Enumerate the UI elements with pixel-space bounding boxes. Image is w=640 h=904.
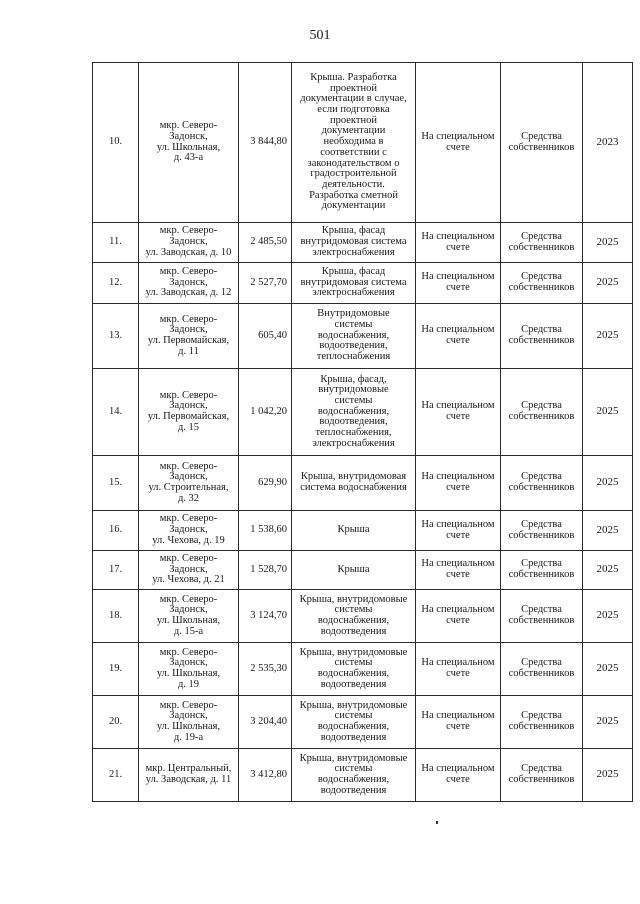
works-cell-text: Внутридомовые системы водоснабжения, водоотведения, теплоснабжения [316, 308, 391, 363]
year-cell-text: 2025 [596, 609, 619, 622]
year-cell [583, 590, 633, 643]
funding-source-cell [501, 369, 583, 456]
year-cell-text: 2025 [596, 563, 619, 576]
account-type-cell-text: На специальном счете [421, 324, 495, 346]
row-number-cell [93, 223, 139, 263]
row-number-cell-text: 17. [108, 563, 123, 575]
table-row [93, 643, 633, 696]
year-cell-text: 2025 [596, 662, 619, 675]
funding-source-cell-text: Средства собственников [508, 558, 575, 580]
works-cell-text: Крыша, фасад внутридомовая система электроснабжения [300, 265, 407, 299]
address-cell-text: мкр. Северо- Задонск, ул. Заводская, д. 10 [145, 225, 232, 258]
account-type-cell [416, 369, 501, 456]
row-number-cell [93, 456, 139, 511]
year-cell [583, 696, 633, 749]
account-type-cell [416, 456, 501, 511]
area-cell [239, 263, 292, 304]
address-cell-text: мкр. Северо- Задонск, ул. Чехова, д. 19 [152, 513, 225, 546]
funding-source-cell [501, 63, 583, 223]
address-cell [139, 369, 239, 456]
area-cell [239, 749, 292, 802]
funding-source-cell [501, 749, 583, 802]
table-row [93, 369, 633, 456]
address-cell [139, 643, 239, 696]
row-number-cell-text: 20. [108, 715, 123, 727]
account-type-cell [416, 511, 501, 551]
works-cell [292, 63, 416, 223]
account-type-cell-text: На специальном счете [421, 763, 495, 785]
row-number-cell [93, 749, 139, 802]
row-number-cell-text: 11. [109, 236, 122, 248]
year-cell [583, 263, 633, 304]
year-cell [583, 643, 633, 696]
funding-source-cell-text: Средства собственников [508, 604, 575, 626]
address-cell-text: мкр. Северо- Задонск, ул. Школьная, д. 15-а [156, 593, 221, 637]
account-type-cell [416, 696, 501, 749]
area-cell [239, 643, 292, 696]
account-type-cell-text: На специальном счете [421, 558, 495, 580]
year-cell-text: 2025 [596, 329, 619, 342]
works-cell-text: Крыша [337, 563, 370, 575]
year-cell-text: 2025 [596, 768, 619, 781]
funding-source-cell [501, 511, 583, 551]
account-type-cell-text: На специальном счете [421, 271, 495, 293]
account-type-cell-text: На специальном счете [421, 130, 495, 153]
works-cell-text: Крыша, фасад внутридомовая система электроснабжения [300, 225, 407, 258]
funding-source-cell-text: Средства собственников [508, 518, 575, 541]
works-cell [292, 369, 416, 456]
funding-source-cell-text: Средства собственников [508, 471, 575, 493]
row-number-cell [93, 511, 139, 551]
area-cell [239, 223, 292, 263]
address-cell [139, 304, 239, 369]
account-type-cell-text: На специальном счете [421, 518, 495, 541]
area-cell [239, 304, 292, 369]
account-type-cell [416, 304, 501, 369]
funding-source-cell-text: Средства собственников [508, 710, 575, 732]
area-cell [239, 369, 292, 456]
area-cell [239, 590, 292, 643]
area-cell-text: 3 204,40 [250, 715, 287, 727]
year-cell-text: 2025 [596, 476, 619, 489]
funding-source-cell [501, 263, 583, 304]
area-cell [239, 456, 292, 511]
works-cell-text: Крыша [337, 524, 370, 536]
address-cell [139, 456, 239, 511]
works-cell [292, 696, 416, 749]
account-type-cell [416, 749, 501, 802]
account-type-cell-text: На специальном счете [421, 604, 495, 626]
year-cell-text: 2025 [596, 235, 619, 248]
works-cell-text: Крыша. Разработка проектной документации в случае, если подготовка проектной документации необходима в соответствии с законодательством о градостроительной деятельности. Разработка сметной документации [300, 71, 407, 212]
account-type-cell [416, 263, 501, 304]
area-cell-text: 2 485,50 [250, 236, 287, 248]
area-cell-text: 629,90 [258, 476, 287, 488]
row-number-cell-text: 21. [108, 768, 123, 780]
row-number-cell [93, 551, 139, 590]
account-type-cell [416, 223, 501, 263]
row-number-cell [93, 643, 139, 696]
table-row [93, 63, 633, 223]
year-cell-text: 2025 [596, 715, 619, 728]
year-cell-text: 2025 [596, 276, 619, 289]
row-number-cell [93, 304, 139, 369]
address-cell-text: мкр. Северо- Задонск, ул. Школьная, д. 19 [156, 646, 221, 690]
area-cell-text: 3 844,80 [250, 136, 287, 148]
account-type-cell [416, 643, 501, 696]
repair-schedule-table [92, 62, 633, 802]
year-cell [583, 551, 633, 590]
row-number-cell-text: 14. [108, 405, 123, 417]
area-cell-text: 2 535,30 [250, 662, 287, 674]
funding-source-cell-text: Средства собственников [508, 400, 575, 422]
year-cell [583, 63, 633, 223]
address-cell-text: мкр. Северо- Задонск, ул. Чехова, д. 21 [152, 552, 225, 586]
address-cell [139, 551, 239, 590]
funding-source-cell [501, 696, 583, 749]
account-type-cell [416, 590, 501, 643]
row-number-cell-text: 12. [108, 276, 123, 288]
address-cell [139, 223, 239, 263]
row-number-cell-text: 10. [108, 136, 123, 148]
table-row [93, 749, 633, 802]
year-cell [583, 223, 633, 263]
address-cell [139, 63, 239, 223]
row-number-cell-text: 13. [108, 329, 123, 341]
table-row [93, 223, 633, 263]
account-type-cell [416, 63, 501, 223]
funding-source-cell [501, 551, 583, 590]
account-type-cell-text: На специальном счете [421, 400, 495, 422]
funding-source-cell [501, 223, 583, 263]
works-cell [292, 590, 416, 643]
funding-source-cell [501, 456, 583, 511]
year-cell [583, 749, 633, 802]
area-cell-text: 605,40 [258, 329, 287, 341]
area-cell-text: 1 042,20 [250, 405, 287, 417]
funding-source-cell-text: Средства собственников [508, 230, 575, 253]
address-cell-text: мкр. Северо- Задонск, ул. Строительная, д. 32 [148, 460, 229, 504]
address-cell-text: мкр. Северо- Задонск, ул. Заводская, д. 12 [145, 265, 232, 299]
address-cell [139, 590, 239, 643]
area-cell-text: 1 528,70 [250, 563, 287, 575]
area-cell-text: 1 538,60 [250, 524, 287, 536]
row-number-cell-text: 19. [108, 662, 123, 674]
area-cell [239, 511, 292, 551]
area-cell-text: 3 124,70 [250, 609, 287, 621]
table-row [93, 696, 633, 749]
works-cell [292, 511, 416, 551]
table-row [93, 551, 633, 590]
funding-source-cell-text: Средства собственников [508, 130, 575, 153]
table-row [93, 511, 633, 551]
address-cell [139, 749, 239, 802]
works-cell-text: Крыша, внутридомовые системы водоснабжения, водоотведения [299, 752, 408, 796]
table-row [93, 590, 633, 643]
year-cell-text: 2023 [596, 135, 619, 148]
address-cell [139, 511, 239, 551]
year-cell [583, 511, 633, 551]
table-row [93, 263, 633, 304]
account-type-cell-text: На специальном счете [421, 230, 495, 253]
funding-source-cell-text: Средства собственников [508, 271, 575, 293]
year-cell-text: 2025 [596, 405, 619, 418]
funding-source-cell-text: Средства собственников [508, 324, 575, 346]
funding-source-cell-text: Средства собственников [508, 657, 575, 679]
account-type-cell-text: На специальном счете [421, 657, 495, 679]
address-cell-text: мкр. Северо- Задонск, ул. Школьная, д. 43-а [156, 120, 221, 164]
area-cell [239, 696, 292, 749]
account-type-cell [416, 551, 501, 590]
row-number-cell [93, 63, 139, 223]
works-cell [292, 456, 416, 511]
table-row [93, 456, 633, 511]
funding-source-cell [501, 643, 583, 696]
account-type-cell-text: На специальном счете [421, 471, 495, 493]
area-cell [239, 551, 292, 590]
table-row [93, 304, 633, 369]
year-cell [583, 304, 633, 369]
works-cell-text: Крыша, внутридомовые системы водоснабжения, водоотведения [299, 646, 408, 690]
year-cell [583, 369, 633, 456]
works-cell [292, 643, 416, 696]
works-cell-text: Крыша, внутридомовая система водоснабжения [300, 471, 407, 493]
address-cell-text: мкр. Северо- Задонск, ул. Школьная, д. 19-а [156, 699, 221, 743]
row-number-cell [93, 369, 139, 456]
area-cell-text: 2 527,70 [250, 276, 287, 288]
works-cell-text: Крыша, внутридомовые системы водоснабжения, водоотведения [299, 699, 408, 743]
works-cell [292, 749, 416, 802]
works-cell [292, 263, 416, 304]
area-cell-text: 3 412,80 [250, 768, 287, 780]
row-number-cell [93, 696, 139, 749]
funding-source-cell [501, 304, 583, 369]
year-cell [583, 456, 633, 511]
address-cell-text: мкр. Центральный, ул. Заводская, д. 11 [145, 763, 232, 785]
funding-source-cell [501, 590, 583, 643]
row-number-cell [93, 590, 139, 643]
area-cell [239, 63, 292, 223]
address-cell [139, 696, 239, 749]
scan-speck [436, 821, 438, 824]
works-cell [292, 223, 416, 263]
address-cell-text: мкр. Северо- Задонск, ул. Первомайская, д. 11 [147, 313, 230, 357]
works-cell [292, 551, 416, 590]
works-cell-text: Крыша, внутридомовые системы водоснабжения, водоотведения [299, 593, 408, 637]
works-cell [292, 304, 416, 369]
row-number-cell [93, 263, 139, 304]
row-number-cell-text: 15. [108, 476, 123, 488]
page-number: 501 [309, 28, 331, 43]
funding-source-cell-text: Средства собственников [508, 763, 575, 785]
row-number-cell-text: 18. [108, 609, 123, 621]
year-cell-text: 2025 [596, 523, 619, 536]
row-number-cell-text: 16. [108, 524, 123, 536]
works-cell-text: Крыша, фасад, внутридомовые системы водоснабжения, водоотведения, теплоснабжения, электроснабжения [312, 373, 395, 449]
address-cell [139, 263, 239, 304]
account-type-cell-text: На специальном счете [421, 710, 495, 732]
address-cell-text: мкр. Северо- Задонск, ул. Первомайская, д. 15 [147, 389, 230, 433]
